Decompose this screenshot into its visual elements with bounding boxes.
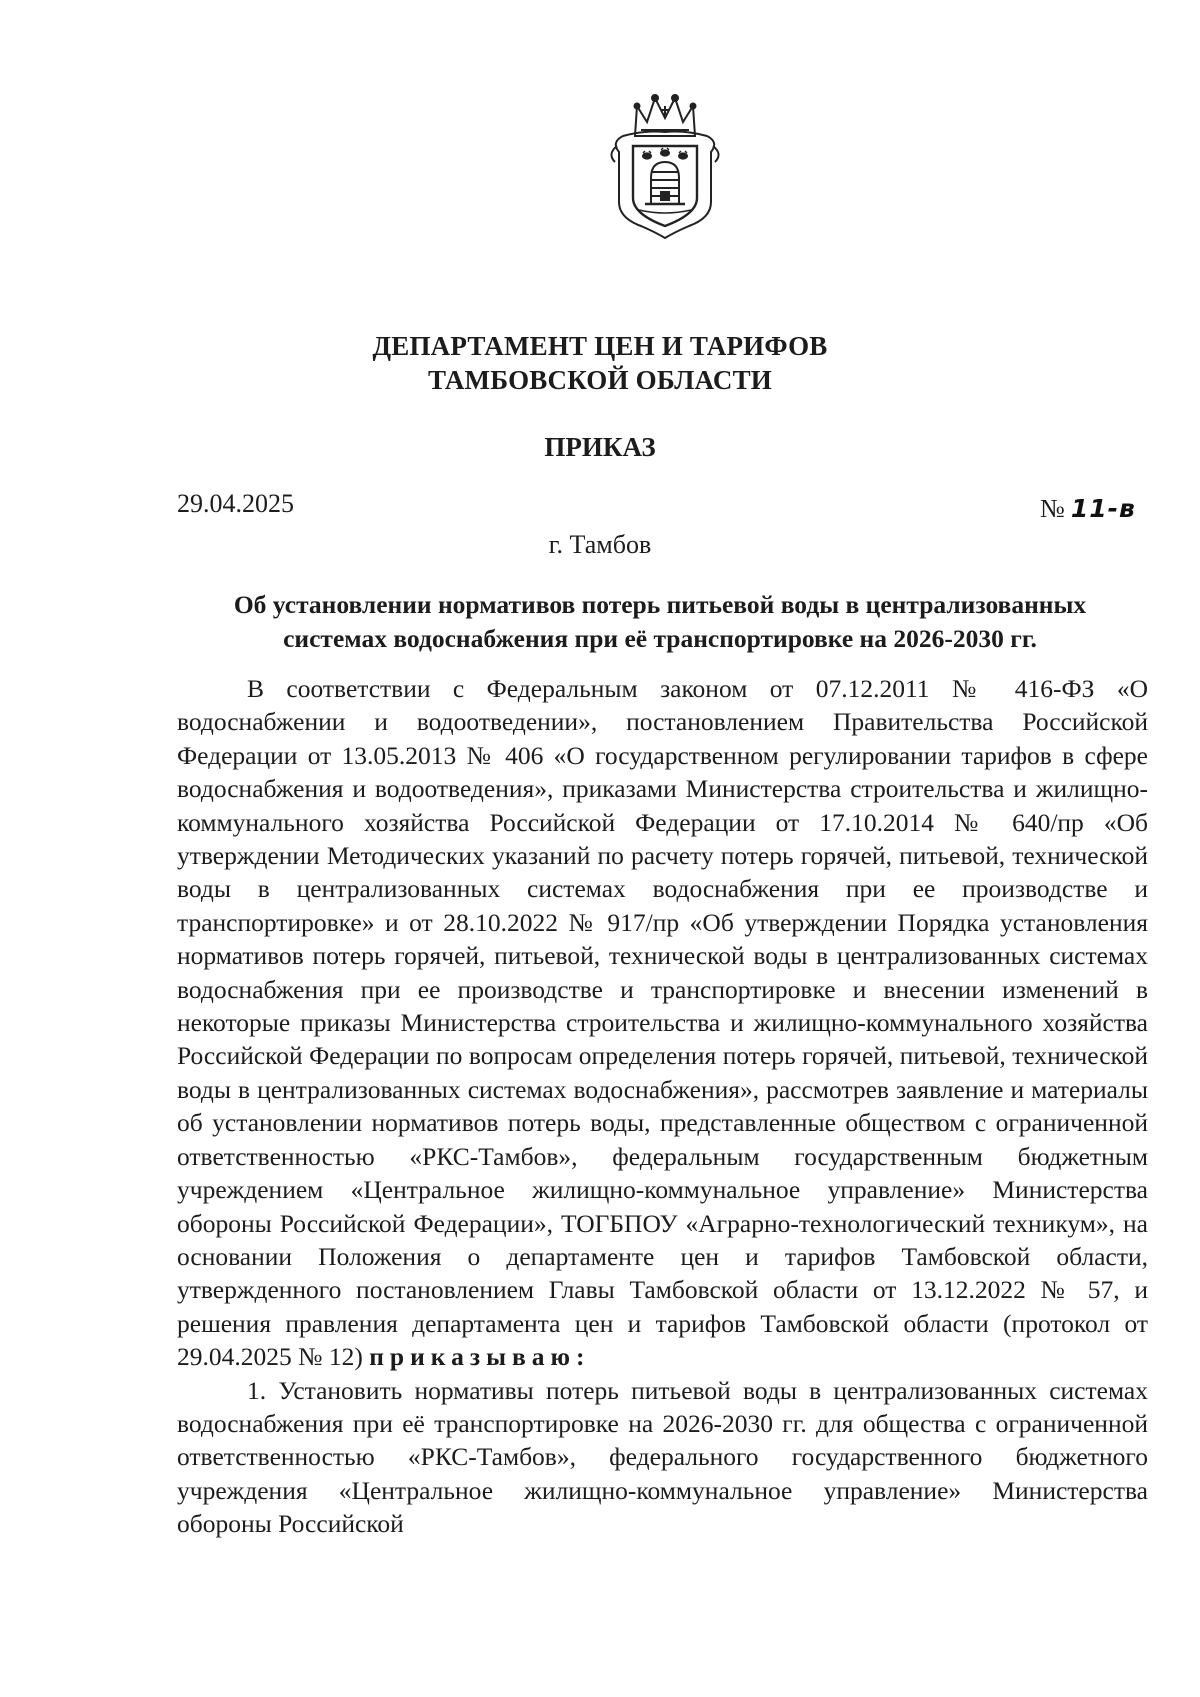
document-body <box>177 672 1148 1541</box>
document-date: 29.04.2025 <box>177 489 294 518</box>
preamble-paragraph <box>177 672 1148 1374</box>
number-label: № <box>1040 494 1065 523</box>
order-item-1: 1. Установить нормативы потерь питьевой воды в централизованных системах водоснабжения при её транспортировке на 2026-2030 гг. для общества с ограниченной ответственностью «РКС-Тамбов», федерального государственного бюджетного учреждения «Центральное жилищно-коммунальное управление» Министерства обороны Российской <box>177 1375 1148 1539</box>
document-city: г. Тамбов <box>548 530 652 559</box>
preamble-text: В соответствии с Федеральным законом от 07.12.2011 № 416-ФЗ «О водоснабжении и водоотведении», постановлением Правительства Российской Федерации от 13.05.2013 № 406 «О государственном регулировании тарифов в сфере водоснабжения и водоотведения», приказами Министерства строительства и жилищно-коммунального хозяйства Российской Федерации от 17.10.2014 № 640/пр «Об утверждении Методических указаний по расчету потерь горячей, питьевой, технической воды в централизованных системах водоснабжения при ее производстве и транспортировке» и от 28.10.2022 № 917/пр «Об утверждении Порядка установления нормативов потерь горячей, питьевой, технической воды в централизованных системах водоснабжения при ее производстве и транспортировке и внесении изменений в некоторые приказы Министерства строительства и жилищно-коммунального хозяйства Российской Федерации по вопросам определения потерь горячей, питьевой, технической воды в централизованных системах водоснабжения», рассмотрев заявление и материалы об установлении нормативов потерь воды, представленные обществом с ограниченной ответственностью «РКС-Тамбов», федеральным государственным бюджетным учреждением «Центральное жилищно-коммунальное управление» Министерства обороны Российской Федерации», ТОГБПОУ «Аграрно-технологический техникум», на основании Положения о департаменте цен и тарифов Тамбовской области, утвержденного постановлением Главы Тамбовской области от 13.12.2022 № 57, и решения правления департамента цен и тарифов Тамбовской области (протокол от 29.04.2025 № 12) <box>177 674 1148 1372</box>
order-word: приказываю: <box>369 1342 591 1372</box>
document-type: ПРИКАЗ <box>544 432 656 462</box>
handwritten-number: 11-в <box>1070 494 1136 523</box>
document-number <box>1040 494 1136 524</box>
tambov-coat-of-arms-icon <box>605 92 725 242</box>
organization-name-line2: ТАМБОВСКОЙ ОБЛАСТИ <box>427 365 773 395</box>
title-line2: системах водоснабжения при её транспортировке на 2026-2030 гг. <box>283 624 1037 653</box>
title-line1: Об установлении нормативов потерь питьевой воды в централизованных <box>233 590 1087 619</box>
organization-name-line1: ДЕПАРТАМЕНТ ЦЕН И ТАРИФОВ <box>372 331 828 361</box>
document-title <box>176 588 1144 656</box>
